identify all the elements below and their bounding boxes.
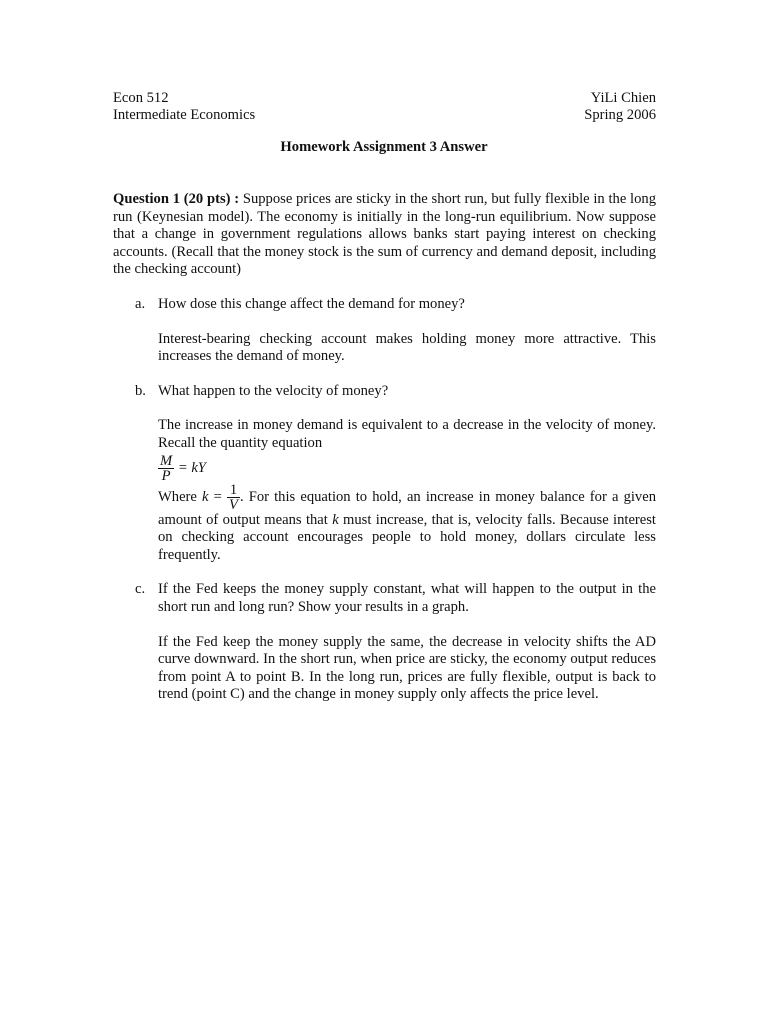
part-a-letter: a. (135, 295, 146, 312)
part-b (113, 383, 656, 565)
where-rest: . For this equation to hold, an increase in money balance for a given amount of output means that (158, 488, 656, 528)
part-c (113, 581, 656, 704)
course-number: Econ 512 (113, 90, 169, 106)
header-right (584, 90, 656, 124)
eq-denominator: P (158, 468, 174, 483)
header-left (113, 90, 255, 124)
part-a (113, 296, 656, 366)
question-1 (113, 191, 656, 279)
m-over-p-fraction (158, 454, 174, 483)
k-variable-2: k (332, 511, 339, 528)
part-b-answer-where (158, 483, 656, 565)
question-1-text: Suppose prices are sticky in the short run, but fully flexible in the long run (Keynesian model). The economy is initially in the long-run equilibrium. Now suppose that a change in government regulations allows banks start paying interest on checking accounts. (Recall that the money stock is the sum of currency and demand deposit, including the checking account) (113, 191, 657, 278)
document-body (113, 191, 656, 704)
part-b-answer-rest: must increase, that is, velocity falls. Because interest on checking account encourages people to hold money, dollars circulate less frequently. (158, 511, 656, 563)
quantity-equation (158, 454, 656, 483)
question-1-label: Question 1 (20 pts) : (113, 191, 240, 207)
k-equals: = (208, 488, 228, 505)
part-c-question: If the Fed keeps the money supply constant, what will happen to the output in the short run and long run? Show your results in a graph. (158, 581, 656, 615)
k-denominator: V (229, 496, 238, 513)
part-a-question: How dose this change affect the demand for money? (158, 295, 465, 312)
where-prefix: Where (158, 488, 203, 505)
k-numerator: 1 (229, 481, 238, 498)
term: Spring 2006 (584, 107, 656, 123)
eq-rhs: = kY (177, 459, 206, 476)
eq-numerator: M (160, 452, 173, 469)
part-a-answer: Interest-bearing checking account makes holding money more attractive. This increases the demand of money. (158, 330, 656, 365)
part-c-answer: If the Fed keep the money supply the same, the decrease in velocity shifts the AD curve downward. In the short run, when price are sticky, the economy output reduces from point A to point B. In the long run, prices are fully flexible, output is back to trend (point C) and the change in money supply only affects the price level. (158, 633, 656, 703)
part-b-letter: b. (135, 382, 146, 399)
part-b-answer-intro: The increase in money demand is equivalent to a decrease in the velocity of money. Recall the quantity equation (158, 417, 656, 451)
part-b-question: What happen to the velocity of money? (158, 382, 389, 399)
one-over-v-fraction (227, 483, 240, 512)
document-title: Homework Assignment 3 Answer (280, 139, 488, 155)
k-variable: k (202, 488, 209, 505)
course-name: Intermediate Economics (113, 107, 256, 123)
part-c-letter: c. (135, 581, 146, 598)
author-name: YiLi Chien (590, 90, 656, 106)
